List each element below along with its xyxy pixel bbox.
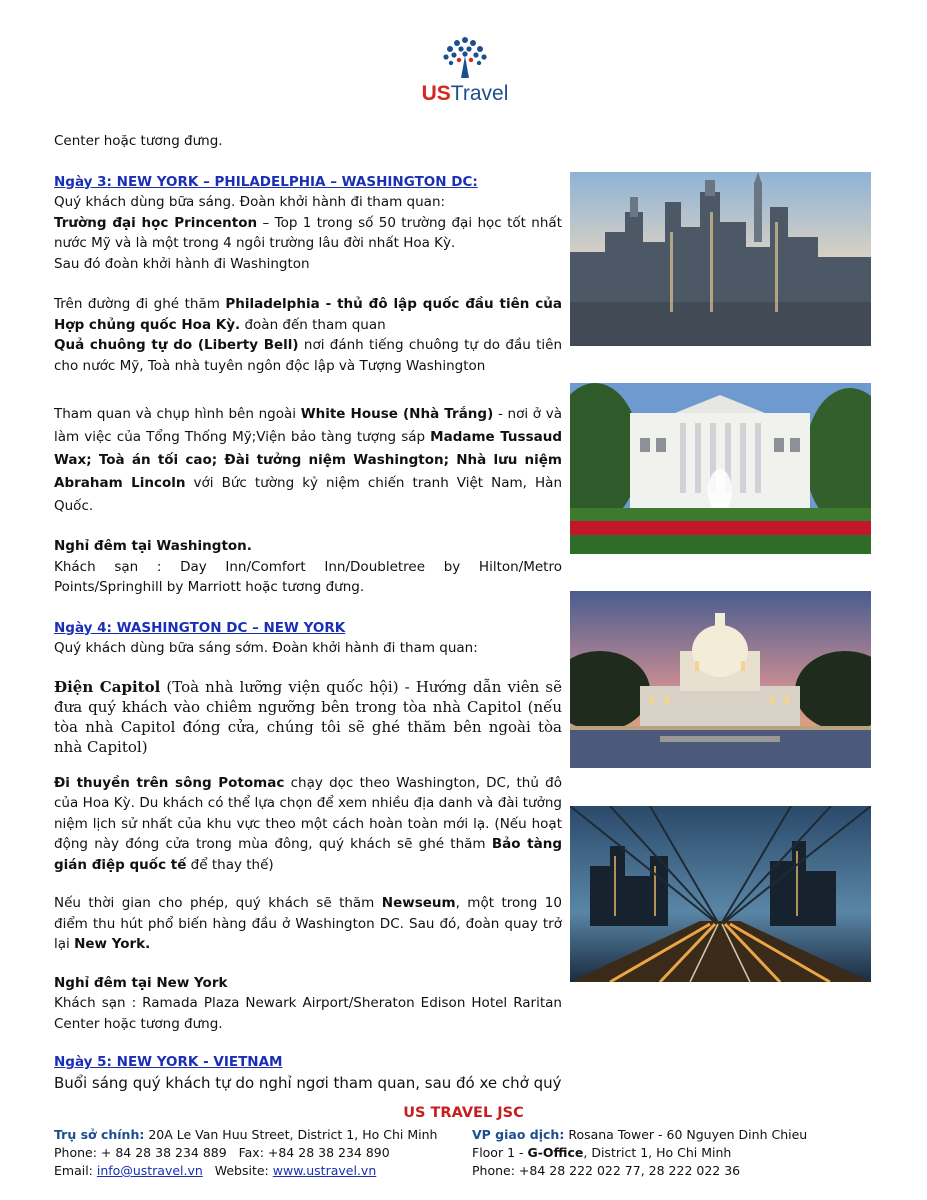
wh-bold2: Madame Tussaud Wax; Toà án tối cao; Đài tưởng niệm Washington; Nhà lưu niệm Abraham Lincoln bbox=[54, 429, 562, 491]
logo-travel-text: Travel bbox=[450, 82, 509, 105]
day4-hotel: Khách sạn : Ramada Plaza Newark Airport/Sheraton Edison Hotel Raritan Center hoặc tương đưng. bbox=[54, 995, 562, 1032]
floor-pre: Floor 1 - bbox=[472, 1145, 528, 1160]
capitol-text: (Toà nhà lưỡng viện quốc hội) - Hướng dẫn viên sẽ đưa quý khách vào chiêm ngưỡng bên trong tòa nhà Capitol (nếu tòa nhà Capitol đóng cửa, chúng tôi sẽ ghé thăm bên ngoài tòa nhà Capitol) bbox=[54, 677, 562, 756]
day4-potomac bbox=[54, 773, 562, 876]
princeton-bold: Trường đại học Princenton bbox=[54, 214, 258, 231]
day3-breakfast: Quý khách dùng bữa sáng. Đoàn khởi hành đi tham quan: bbox=[54, 194, 446, 210]
brooklyn-bridge-photo bbox=[570, 806, 871, 982]
bell-bold: Quả chuông tự do (Liberty Bell) bbox=[54, 337, 299, 353]
newseum-pre: Nếu thời gian cho phép, quý khách sẽ thăm bbox=[54, 895, 382, 911]
footer-company-name: US TRAVEL JSC bbox=[403, 1105, 524, 1121]
day5-heading[interactable]: Ngày 5: NEW YORK - VIETNAM bbox=[54, 1054, 283, 1070]
day3-white-house bbox=[54, 403, 562, 518]
footer-floor-line bbox=[472, 1144, 807, 1162]
day4-newseum bbox=[54, 893, 562, 955]
newseum-mid: , một trong 10 điểm thu hút phổ biến hàng đầu ở Washington DC. Sau đó, đoàn quay trở lại bbox=[54, 895, 562, 952]
day3-liberty-bell bbox=[54, 335, 562, 376]
capitol-photo bbox=[570, 591, 871, 768]
wh-bold: White House (Nhà Trắng) bbox=[300, 406, 494, 422]
day4-heading[interactable]: Ngày 4: WASHINGTON DC – NEW YORK bbox=[54, 619, 346, 636]
tree-icon bbox=[437, 34, 493, 80]
newseum-bold2: New York. bbox=[74, 936, 151, 952]
potomac-text: chạy dọc theo Washington, DC, thủ đô của Hoa Kỳ. Du khách có thể lựa chọn để xem nhiều địa danh và đài tưởng niệm lịch sử nhất của khu vực theo một cách hoàn toàn mới lạ. (Nếu hoạt động này đóng cửa trong mùa đông, quý khách sẽ ghé thăm bbox=[54, 774, 562, 852]
footer-phone-fax: Phone: + 84 28 38 234 889 Fax: +84 28 38 234 890 bbox=[54, 1145, 390, 1160]
intro-line: Center hoặc tương đưng. bbox=[54, 133, 223, 149]
email-link[interactable]: info@ustravel.vn bbox=[96, 1163, 203, 1178]
bell-text: nơi đánh tiếng chuông tự do đầu tiên cho nước Mỹ, Toà nhà tuyên ngôn độc lập và Tượng Washington bbox=[54, 337, 562, 374]
footer-head-office bbox=[54, 1126, 437, 1180]
day3-hotel: Khách sạn : Day Inn/Comfort Inn/Doubletree by Hilton/Metro Points/Springhill by Marriott hoặc tương đưng. bbox=[54, 558, 562, 595]
spy-bold: Bảo tàng gián điệp quốc tế bbox=[54, 836, 562, 873]
day3-princeton bbox=[54, 213, 562, 254]
footer-hq-line bbox=[54, 1126, 437, 1144]
hq-label: Trụ sở chính: bbox=[54, 1127, 145, 1142]
us-travel-logo bbox=[415, 34, 515, 106]
footer-office-phone: Phone: +84 28 222 022 77, 28 222 022 36 bbox=[472, 1163, 741, 1178]
logo-us-text: US bbox=[421, 82, 451, 105]
day4-night: Nghỉ đêm tại New York bbox=[54, 974, 228, 991]
website-label: Website: bbox=[202, 1163, 273, 1178]
day3-philadelphia bbox=[54, 294, 562, 335]
day3-heading[interactable]: Ngày 3: NEW YORK – PHILADELPHIA – WASHINGTON DC: bbox=[54, 173, 478, 190]
wh-mid: - nơi ở và làm việc của Tổng Thống Mỹ;Viện bảo tàng tượng sáp bbox=[54, 406, 562, 445]
day4-breakfast: Quý khách dùng bữa sáng sớm. Đoàn khởi hành đi tham quan: bbox=[54, 640, 478, 656]
white-house-photo bbox=[570, 383, 871, 554]
footer-branch-office bbox=[472, 1126, 807, 1180]
website-link[interactable]: www.ustravel.vn bbox=[272, 1163, 377, 1178]
logo-wordmark bbox=[415, 82, 515, 106]
phila-post: đoàn đến tham quan bbox=[240, 316, 386, 333]
philadelphia-skyline-photo bbox=[570, 172, 871, 346]
hq-address: 20A Le Van Huu Street, District 1, Ho Chi Minh bbox=[144, 1127, 438, 1142]
day5-text: Buổi sáng quý khách tự do nghỉ ngơi tham quan, sau đó xe chở quý bbox=[54, 1073, 562, 1092]
day3-night: Nghỉ đêm tại Washington. bbox=[54, 538, 252, 554]
email-label: Email: bbox=[54, 1163, 97, 1178]
phila-bold: Philadelphia - thủ đô lập quốc đầu tiên của Hợp chủng quốc Hoa Kỳ. bbox=[54, 296, 562, 333]
wh-pre: Tham quan và chụp hình bên ngoài bbox=[54, 406, 301, 422]
footer-email-web bbox=[54, 1162, 437, 1180]
footer-office-line bbox=[472, 1126, 807, 1144]
newseum-bold: Newseum bbox=[381, 895, 456, 911]
wh-post: với Bức tường kỷ niệm chiến tranh Việt Nam, Hàn Quốc. bbox=[54, 475, 562, 514]
floor-post: , District 1, Ho Chi Minh bbox=[583, 1145, 732, 1160]
office-address: Rosana Tower - 60 Nguyen Dinh Chieu bbox=[564, 1127, 808, 1142]
spy-text: để thay thế) bbox=[186, 856, 274, 873]
princeton-text: – Top 1 trong số 50 trường đại học tốt nhất nước Mỹ và là một trong 4 ngôi trường lâu đời nhất Hoa Kỳ. bbox=[54, 214, 562, 251]
capitol-bold: Điện Capitol bbox=[54, 677, 161, 696]
office-label: VP giao dịch: bbox=[472, 1127, 565, 1142]
potomac-bold: Đi thuyền trên sông Potomac bbox=[54, 774, 285, 791]
phila-pre: Trên đường đi ghé thăm bbox=[54, 296, 226, 312]
day4-capitol bbox=[54, 677, 562, 757]
floor-bold: G-Office bbox=[527, 1145, 584, 1160]
day3-depart: Sau đó đoàn khởi hành đi Washington bbox=[54, 255, 310, 272]
itinerary-text bbox=[54, 131, 562, 1093]
